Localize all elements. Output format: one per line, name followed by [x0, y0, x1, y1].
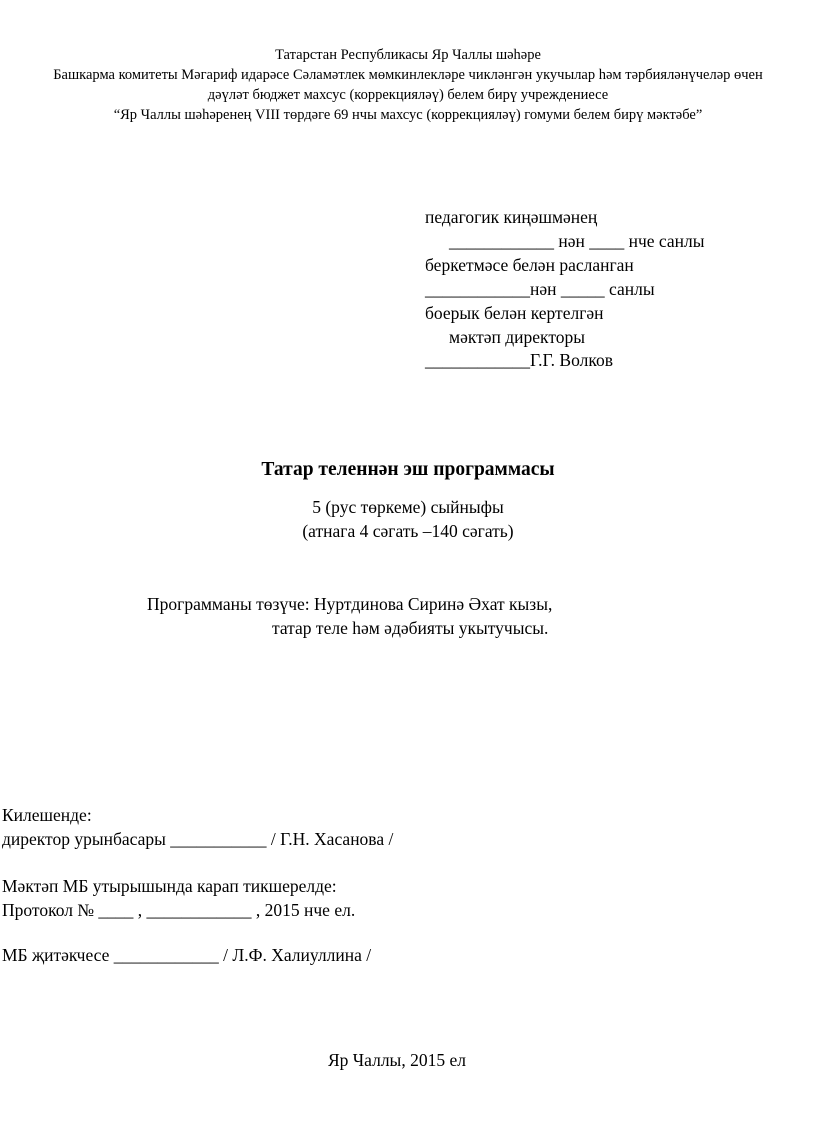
- approval-line-1: педагогик киңәшмәнең: [425, 207, 598, 227]
- approval-line-4: ____________нән _____ санлы: [425, 279, 655, 299]
- grade-line: 5 (рус төркеме) сыйныфы: [312, 497, 504, 517]
- author-line-2: татар теле һәм әдәбияты укытучысы.: [272, 618, 549, 638]
- approval-line-3: беркетмәсе белән расланган: [425, 255, 634, 275]
- meeting-line: Мәктәп МБ утырышында карап тикшерелде:: [2, 876, 337, 896]
- agreed-label: Килешенде:: [2, 805, 92, 825]
- document-title: Татар теленнән эш программасы: [261, 459, 555, 480]
- header-line-4: “Яр Чаллы шәһәренең VIII төрдәге 69 нчы махсус (коррекцияләү) гомуми белем бирү мәктәбе”: [113, 107, 703, 123]
- author-line-1: Программаны төзүче: Нуртдинова Сиринә Әхат кызы,: [147, 594, 553, 614]
- approval-director-signature: ____________Г.Г. Волков: [425, 350, 613, 370]
- protocol-line: Протокол № ____ , ____________ , 2015 нче ел.: [2, 900, 356, 920]
- head-signature-line: МБ җитәкчесе ____________ / Л.Ф. Халиуллина /: [2, 945, 372, 965]
- header-line-1: Татарстан Республикасы Яр Чаллы шәһәре: [275, 47, 541, 63]
- header-line-3: дәүләт бюджет махсус (коррекцияләү) белем бирү учреждениесе: [207, 87, 609, 103]
- place-year: Яр Чаллы, 2015 ел: [328, 1050, 466, 1070]
- header-line-2: Башкарма комитеты Мәгариф идарәсе Сәламәтлек мөмкинлекләре чикләнгән укучылар һәм тәрбияләнүчеләр өчен: [53, 67, 763, 83]
- approval-line-6: мәктәп директоры: [449, 327, 586, 347]
- approval-line-2: ____________ нән ____ нче санлы: [449, 231, 705, 251]
- approval-line-5: боерык белән кертелгән: [425, 303, 604, 323]
- hours-line: (атнага 4 сәгать –140 сәгать): [302, 521, 514, 541]
- deputy-signature-line: директор урынбасары ___________ / Г.Н. Хасанова /: [2, 829, 394, 849]
